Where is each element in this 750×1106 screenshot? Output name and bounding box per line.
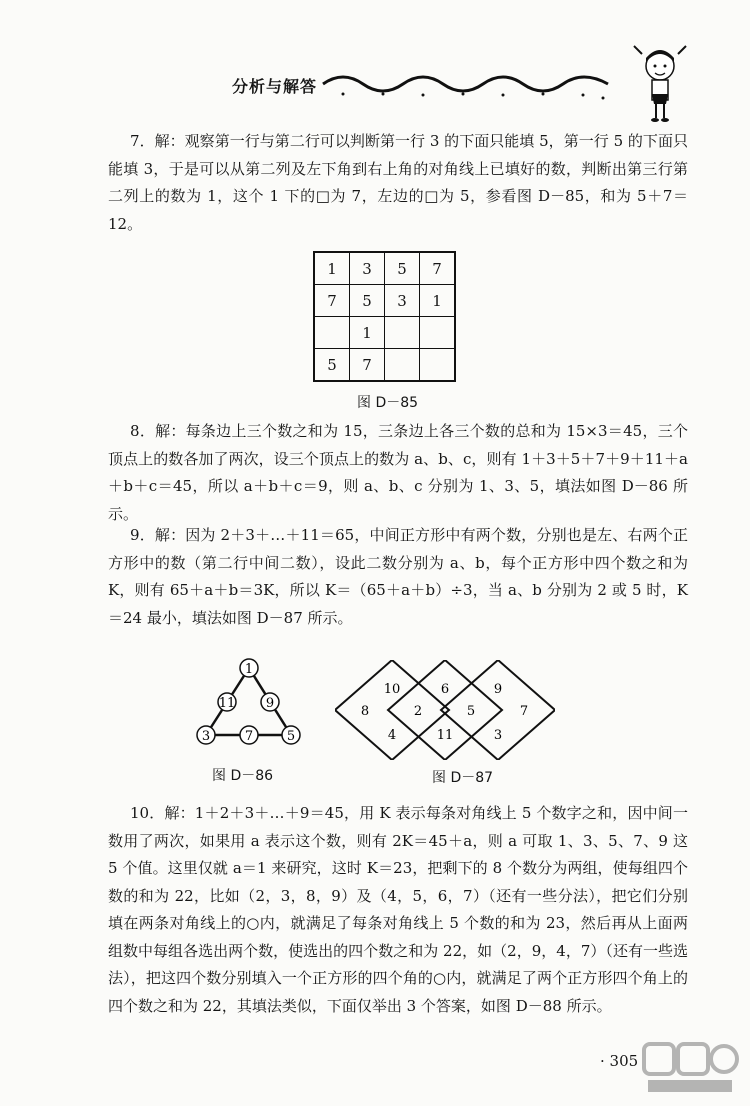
cell-7: 7	[519, 704, 529, 719]
section-title: 分析与解答	[232, 77, 318, 96]
solution-7: 7．解：观察第一行与第二行可以判断第一行 3 的下面只能填 5，第一行 5 的下面只能填 3，于是可以从第二列及左下角到右上角的对角线上已填好的数，判断出第三行第二列上的数为 1，这个 1 下的□为 7，左边的□为 5，参看图 D－85，和为 5＋7＝12。	[108, 132, 688, 233]
cell-3: 3	[493, 728, 503, 743]
cell-2: 2	[413, 704, 423, 719]
grid-cell	[420, 317, 456, 349]
solution-10: 10．解：1＋2＋3＋…＋9＝45，用 K 表示每条对角线上 5 个数字之和，因中间一数用了两次，如果用 a 表示这个数，则有 2K＝45＋a，则 a 可取 1、3、5、7、9 这 5 个值。这里仅就 a＝1 来研究，这时 K＝23，把剩下的 8 个数分为两组，使每组四个数的和为 22，比如（2，3，8，9）及（4，5，6，7）（还有一些分法），把它们分别填在两条对角线上的○内，就满足了每条对角线上 5 个数的和为 23，然后再从上面两组数中每组各选出两个数，使选出的四个数之和为 22，如（2，9，4，7）（还有一些选法），把这四个数分别填入一个正方形的四个角的○内，就满足了两个正方形四个角上的四个数之和为 22，其填法类似，下面仅举出 3 个答案，如图 D－88 所示。	[108, 804, 688, 1015]
grid-cell: 7	[420, 252, 456, 285]
node-bottom-right: 5	[286, 729, 296, 744]
solution-8: 8．解：每条边上三个数之和为 15，三条边上各三个数的总和为 15×3＝45，三个顶点上的数各加了两次，设三个顶点上的数为 a、b、c，则有 1＋3＋5＋7＋9＋11＋a＋b＋c＝45，所以 a＋b＋c＝9，则 a、b、c 分别为 1、3、5，填法如图 D－86 所示。	[108, 422, 688, 523]
grid-cell: 1	[350, 317, 385, 349]
grid-cell: 1	[314, 252, 350, 285]
grid-cell: 5	[385, 252, 420, 285]
page-number: · 305	[600, 1052, 639, 1070]
solution-9: 9．解：因为 2＋3＋…＋11＝65，中间正方形中有两个数，分别也是左、右两个正方形中的数（第二行中间二数），设此二数分别为 a、b，每个正方形中四个数之和为 K，则有 65＋a＋b＝3K，所以 K＝（65＋a＋b）÷3，当 a、b 分别为 2 或 5 时，K＝24 最小，填法如图 D－87 所示。	[108, 526, 688, 627]
cell-8: 8	[360, 704, 370, 719]
grid-cell	[420, 349, 456, 382]
grid-cell: 5	[314, 349, 350, 382]
grid-cell: 5	[350, 285, 385, 317]
node-right-mid: 9	[265, 696, 275, 711]
cartoon-girl-icon	[630, 44, 690, 124]
figure-d87-diamonds	[335, 660, 555, 760]
grid-cell: 1	[420, 285, 456, 317]
figure-d85-caption: 图 D－85	[357, 395, 419, 411]
cell-9: 9	[493, 682, 503, 697]
node-bottom-left: 3	[201, 729, 211, 744]
cell-6: 6	[440, 682, 450, 697]
figure-d87-caption: 图 D－87	[432, 770, 494, 786]
grid-cell	[385, 349, 420, 382]
grid-cell: 7	[350, 349, 385, 382]
figure-d85-grid	[313, 251, 456, 382]
grid-cell	[314, 317, 350, 349]
grid-cell: 3	[385, 285, 420, 317]
figure-d86-triangle	[190, 650, 305, 750]
cell-5: 5	[466, 704, 476, 719]
watermark-stamp-icon	[640, 1038, 740, 1098]
wave-decoration	[318, 62, 618, 102]
node-left-mid: 11	[218, 696, 236, 711]
grid-cell: 3	[350, 252, 385, 285]
cell-4: 4	[387, 728, 397, 743]
grid-cell: 7	[314, 285, 350, 317]
grid-cell	[385, 317, 420, 349]
cell-10: 10	[383, 682, 401, 697]
node-top: 1	[244, 662, 254, 677]
node-bottom-mid: 7	[244, 729, 254, 744]
cell-11: 11	[436, 728, 454, 743]
figure-d86-caption: 图 D－86	[212, 768, 274, 784]
